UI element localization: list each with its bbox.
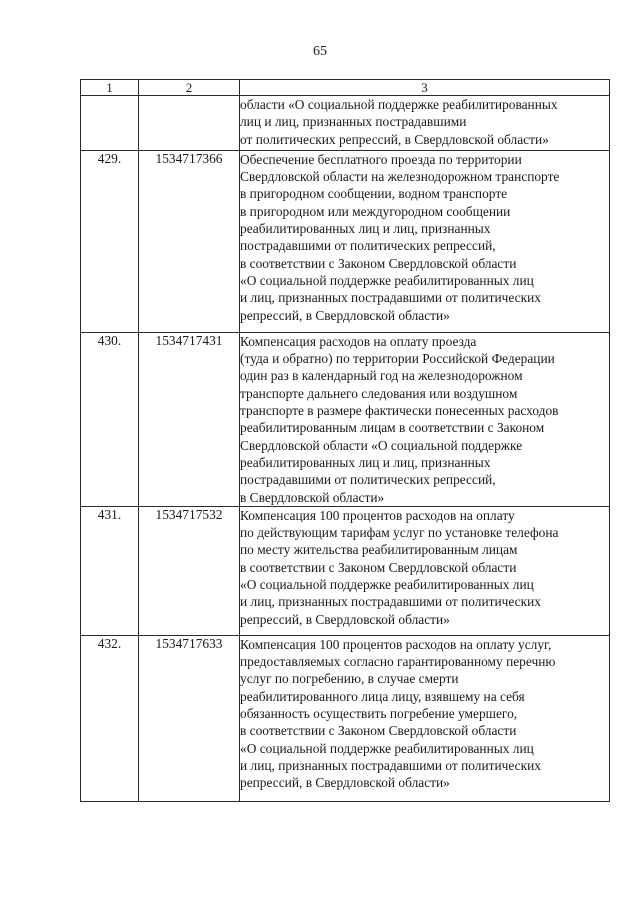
table-row-429 (81, 150, 610, 332)
description-line: Обеспечение бесплатного проезда по территории (240, 151, 522, 167)
description-line: транспорте дальнего следования или воздушном (240, 385, 518, 401)
description-line: «О социальной поддержке реабилитированных лиц (240, 272, 534, 288)
row-description-cell (240, 635, 610, 801)
column-header-number: 1 (81, 80, 139, 96)
description-line: репрессий, в Свердловской области» (240, 307, 450, 323)
table-header-row (81, 80, 610, 96)
description-line: Компенсация 100 процентов расходов на оплату услуг, (240, 636, 552, 652)
description-line: от политических репрессий, в Свердловской области» (240, 131, 549, 147)
table-row-430 (81, 332, 610, 506)
description-line: «О социальной поддержке реабилитированных лиц (240, 577, 534, 593)
description-line: транспорте в размере фактически понесенных расходов (240, 403, 559, 419)
table-row-431 (81, 506, 610, 635)
description-line: в пригородном или междугородном сообщении (240, 203, 511, 219)
row-description-cell (240, 96, 610, 151)
description-line: предоставляемых согласно гарантированному перечню (240, 654, 556, 670)
page-number: 65 (313, 44, 327, 59)
description-line: лиц и лиц, признанных пострадавшими (240, 114, 467, 130)
row-code-cell: 1534717431 (139, 332, 240, 506)
description-line: пострадавшими от политических репрессий, (240, 238, 496, 254)
row-number-cell: 429. (81, 150, 139, 332)
row-number-cell (81, 96, 139, 151)
description-line: реабилитированного лица лицу, взявшему на себя (240, 688, 525, 704)
row-description-cell (240, 150, 610, 332)
description-line: один раз в календарный год на железнодорожном (240, 368, 523, 384)
description-line: Свердловской области на железнодорожном транспорте (240, 169, 560, 185)
description-line: реабилитированным лицам в соответствии с Законом (240, 420, 545, 436)
description-line: реабилитированных лиц и лиц, признанных (240, 221, 491, 237)
description-line: в пригородном сообщении, водном транспорте (240, 186, 508, 202)
description-line: «О социальной поддержке реабилитированных лиц (240, 740, 534, 756)
description-line: в Свердловской области» (240, 489, 385, 505)
description-line: пострадавшими от политических репрессий, (240, 472, 496, 488)
description-line: Компенсация 100 процентов расходов на оплату (240, 507, 515, 523)
description-line: и лиц, признанных пострадавшими от политических (240, 757, 541, 773)
services-table (80, 79, 610, 802)
column-header-description: 3 (240, 80, 610, 96)
row-number-cell: 431. (81, 506, 139, 635)
description-line: репрессий, в Свердловской области» (240, 775, 450, 791)
row-description-cell (240, 506, 610, 635)
description-line: по месту жительства реабилитированным лицам (240, 542, 518, 558)
table-row-432 (81, 635, 610, 801)
row-code-cell: 1534717532 (139, 506, 240, 635)
column-header-code: 2 (139, 80, 240, 96)
description-line: в соответствии с Законом Свердловской области (240, 559, 517, 575)
row-code-cell: 1534717366 (139, 150, 240, 332)
description-line: по действующим тарифам услуг по установке телефона (240, 525, 559, 541)
description-line: (туда и обратно) по территории Российской Федерации (240, 351, 555, 367)
description-line: области «О социальной поддержке реабилитированных (240, 97, 558, 112)
row-number-cell: 432. (81, 635, 139, 801)
description-line: и лиц, признанных пострадавшими от политических (240, 594, 541, 610)
row-description-cell (240, 332, 610, 506)
description-line: Компенсация расходов на оплату проезда (240, 333, 477, 349)
description-line: услуг по погребению, в случае смерти (240, 671, 459, 687)
description-line: Свердловской области «О социальной поддержке (240, 437, 523, 453)
row-code-cell (139, 96, 240, 151)
row-code-cell: 1534717633 (139, 635, 240, 801)
description-line: и лиц, признанных пострадавшими от политических (240, 290, 541, 306)
row-number-cell: 430. (81, 332, 139, 506)
description-line: репрессий, в Свердловской области» (240, 611, 450, 627)
description-line: в соответствии с Законом Свердловской области (240, 723, 517, 739)
description-line: обязанность осуществить погребение умершего, (240, 706, 518, 722)
table-row-continuation (81, 96, 610, 151)
description-line: в соответствии с Законом Свердловской области (240, 255, 517, 271)
description-line: реабилитированных лиц и лиц, признанных (240, 454, 491, 470)
